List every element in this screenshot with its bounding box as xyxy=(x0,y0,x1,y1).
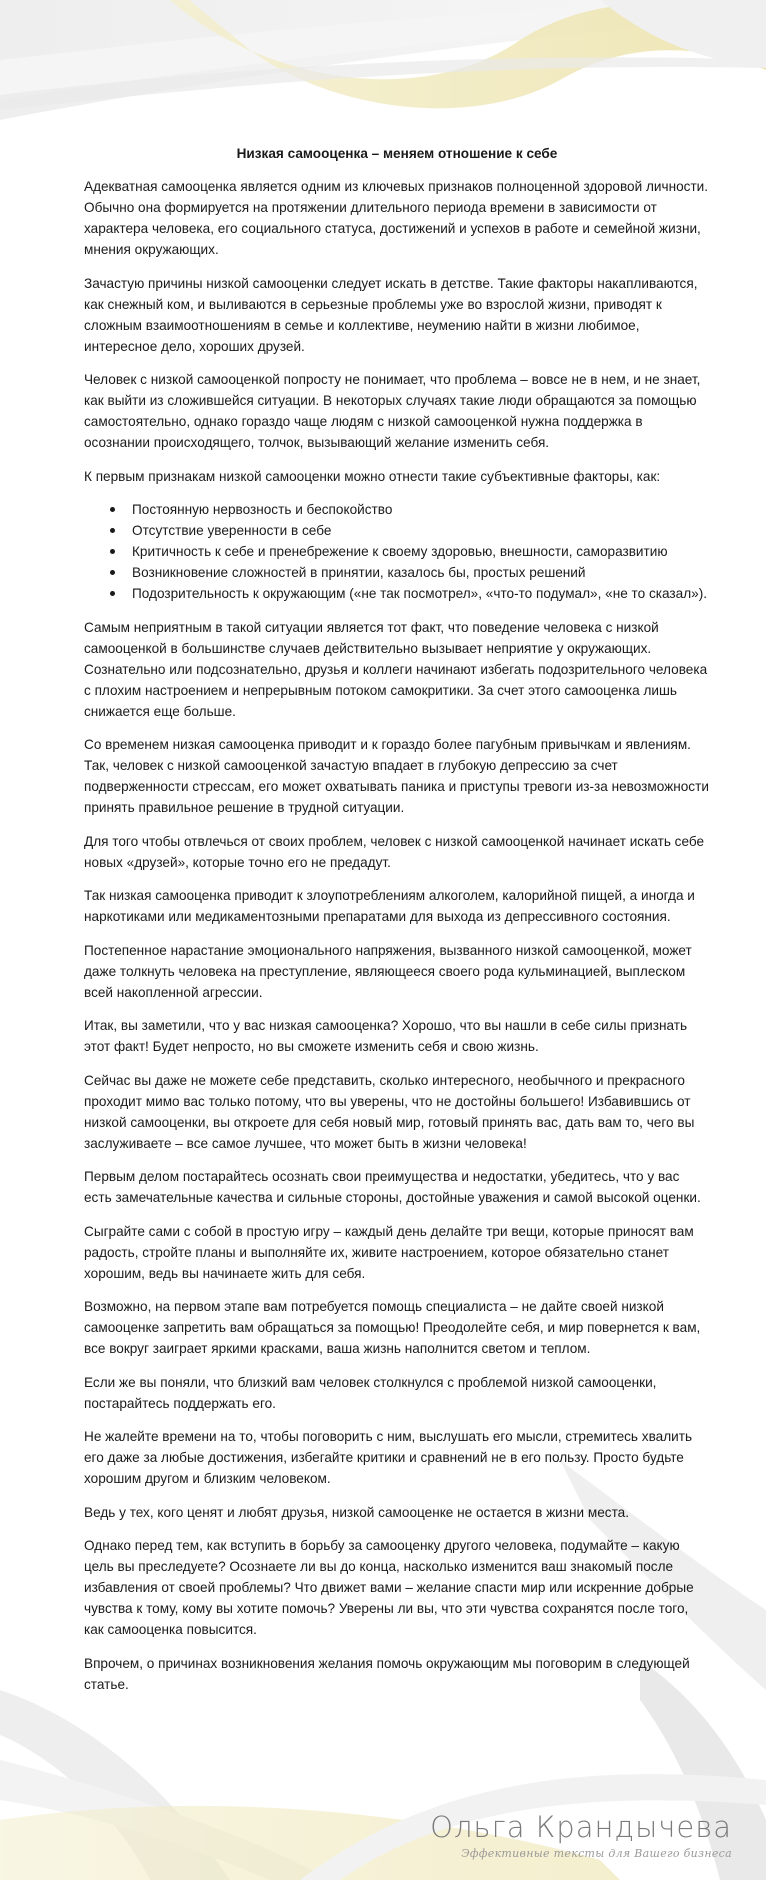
bullet-icon xyxy=(110,570,115,575)
list-item xyxy=(132,541,710,562)
paragraph: Зачастую причины низкой самооценки следует искать в детстве. Такие факторы накапливаются, как снежный ком, и выливаются в серьезные проблемы уже во взрослой жизни, приводят к сложным взаимоотношениям в семье и коллективе, неумению найти в жизни любимое, интересное дело, хороших друзей. xyxy=(84,275,698,354)
paragraph: Если же вы поняли, что близкий вам человек столкнулся с проблемой низкой самооценки, постарайтесь поддержать его. xyxy=(84,1374,657,1411)
paragraph: Так низкая самооценка приводит к злоупотреблениям алкоголем, калорийной пищей, а иногда и наркотиками или медикаментозными препаратами для выхода из депрессивного состояния. xyxy=(84,888,695,924)
list-item xyxy=(132,499,710,520)
bullet-icon xyxy=(110,591,115,596)
paragraph: Сейчас вы даже не можете себе представить, сколько интересного, необычного и прекрасного проходит мимо вас только потому, что вы уверены, что не достойны большего! Избавившись от низкой самооценки, вы откроете для себя новый мир, готовый принять вас, дать вам то, чего вы заслуживаете – все самое лучшее, что может быть в жизни человека! xyxy=(84,1072,695,1151)
paragraph: Сыграйте сами с собой в простую игру – каждый день делайте три вещи, которые приносят вам радость, стройте планы и выполняйте их, живите настроением, которое обязательно станет хорошим, ведь вы начинаете жить для себя. xyxy=(84,1223,694,1281)
paragraph: Первым делом постарайтесь осознать свои преимущества и недостатки, убедитесь, что у вас есть замечательные качества и сильные стороны, достойные уважения и самой высокой оценки. xyxy=(84,1169,701,1205)
list-item-text: Постоянную нервозность и беспокойство xyxy=(132,502,393,517)
paragraph: Итак, вы заметили, что у вас низкая самооценка? Хорошо, что вы нашли в себе силы признать этот факт! Будет непросто, но вы сможете изменить себя и свою жизнь. xyxy=(84,1018,688,1054)
author-tagline: Эффективные тексты для Вашего бизнеса xyxy=(461,1847,732,1860)
paragraph: Постепенное нарастание эмоционального напряжения, вызванного низкой самооценкой, может даже толкнуть человека на преступление, являющееся своего рода кульминацией, выплеском всей накопленной агрессии. xyxy=(84,942,692,1000)
paragraph: Ведь у тех, кого ценят и любят друзья, низкой самооценке не остается в жизни места. xyxy=(84,1504,629,1520)
list-item-text: Возникновение сложностей в принятии, казалось бы, простых решений xyxy=(132,565,586,580)
list-item-text: Отсутствие уверенности в себе xyxy=(132,523,332,538)
paragraph: Возможно, на первом этапе вам потребуется помощь специалиста – не дайте своей низкой самооценке запретить вам обращаться за помощью! Преодолейте себя, и мир повернется к вам, все вокруг заиграет яркими красками, ваша жизнь наполнится светом и теплом. xyxy=(84,1299,701,1356)
list-item xyxy=(132,583,710,604)
paragraph: Однако перед тем, как вступить в борьбу за самооценку другого человека, подумайте – какую цель вы преследуете? Осознаете ли вы до конца, насколько изменится ваш знакомый после избавления от своей проблемы? Что движет вами – желание спасти мир или искренние добрые чувства к тому, кому вы хотите помочь? Уверены ли вы, что эти чувства сохранятся после того, как самооценка повысится. xyxy=(84,1538,694,1637)
author-name: Ольга Крандычева xyxy=(430,1810,732,1844)
document-title: Низкая самооценка – меняем отношение к себе xyxy=(236,146,558,161)
bullet-icon xyxy=(110,528,115,533)
document-body xyxy=(84,140,710,1707)
paragraph: Человек с низкой самооценкой попросту не понимает, что проблема – вовсе не в нем, и не знает, как выйти из сложившейся ситуации. В некоторых случаях такие люди обращаются за помощью самостоятельно, однако гораздо чаще людям с низкой самооценкой нужна поддержка в осознании происходящего, толчок, вызывающий желание изменить себя. xyxy=(84,372,701,450)
list-item xyxy=(132,520,710,541)
paragraph: Со временем низкая самооценка приводит и к гораздо более пагубным привычкам и явлениям. Так, человек с низкой самооценкой зачастую впадает в глубокую депрессию за счет подверженности стрессам, его может охватывать паника и приступы тревоги из-за невозможности принять правильное решение в трудной ситуации. xyxy=(84,737,709,815)
list-item-text: Критичность к себе и пренебрежение к своему здоровью, внешности, саморазвитию xyxy=(132,544,668,559)
bullet-icon xyxy=(110,549,115,554)
paragraph: Самым неприятным в такой ситуации является тот факт, что поведение человека с низкой самооценкой в большинстве случаев действительно вызывает неприятие у окружающих. Сознательно или подсознательно, друзья и коллеги начинают избегать подозрительного человека с плохим настроением и непрерывным потоком самокритики. За счет этого самооценка лишь снижается еще больше. xyxy=(84,619,708,719)
bullet-icon xyxy=(110,507,115,512)
paragraph: Впрочем, о причинах возникновения желания помочь окружающим мы поговорим в следующей статье. xyxy=(84,1655,690,1692)
paragraph: Не жалейте времени на то, чтобы поговорить с ним, выслушать его мысли, стремитесь хвалить его даже за любые достижения, избегайте критики и сравнений не в его пользу. Просто будьте хорошим другом и близким человеком. xyxy=(84,1429,693,1486)
symptoms-list xyxy=(84,499,710,604)
decorative-swoosh-top xyxy=(0,0,766,150)
author-signature xyxy=(430,1811,732,1860)
list-item-text: Подозрительность к окружающим («не так посмотрел», «что-то подумал», «не то сказал»). xyxy=(132,586,708,601)
paragraph: Адекватная самооценка является одним из ключевых признаков полноценной здоровой личности. Обычно она формируется на протяжении длительного периода времени в зависимости от характера человека, его социального статуса, достижений и успехов в работе и семейной жизни, мнения окружающих. xyxy=(84,179,709,257)
paragraph: Для того чтобы отвлечься от своих проблем, человек с низкой самооценкой начинает искать себе новых «друзей», которые точно его не предадут. xyxy=(84,833,705,870)
paragraph: К первым признакам низкой самооценки можно отнести такие субъективные факторы, как: xyxy=(84,468,661,484)
list-item xyxy=(132,562,710,583)
